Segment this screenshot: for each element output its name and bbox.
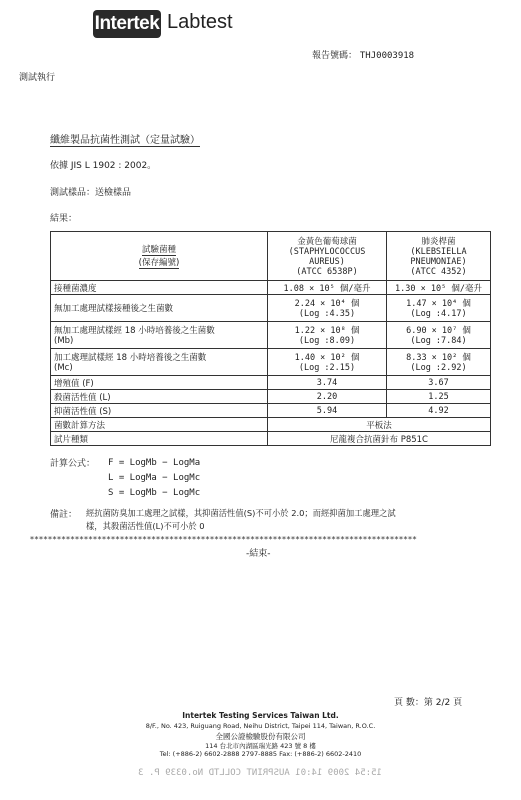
footer-company-zh: 全國公證檢驗股份有限公司 [215, 732, 306, 741]
staph-count: 1.40 × 10² 個 [294, 353, 360, 363]
formula-l: L = LogMa − LogMc [108, 473, 201, 483]
staph-value: 5.94 [268, 404, 387, 418]
staph-atcc: (ATCC 6538P) [296, 267, 358, 277]
row-label-line1: 加工處理試樣經 18 小時培養後之生菌數 [54, 353, 207, 363]
staph-value: 2.20 [268, 390, 387, 404]
row-label [51, 322, 268, 349]
star-divider: ************************************************************************************** [30, 535, 417, 544]
report-number-label: 報告號碼： [312, 51, 358, 61]
footer-address-zh: 114 台北市內湖區瑞光路 423 號 8 樓 [205, 742, 316, 750]
header-strain [51, 232, 268, 281]
formula-s: S = LogMb − LogMc [108, 488, 201, 498]
labtest-wordmark: Labtest [167, 11, 233, 33]
note-label: 備註： [50, 510, 78, 520]
row-label: 增殖值 (F) [51, 376, 268, 390]
staph-value [268, 295, 387, 322]
table-row [51, 295, 491, 322]
row-label-line1: 無加工處理試樣經 18 小時培養後之生菌數 [54, 326, 215, 336]
table-row [51, 322, 491, 349]
row-label [51, 349, 268, 376]
storage-no-label: (保存編號) [138, 258, 180, 268]
footer-tel: Tel: (+886-2) 6602-2888 2797-8885 Fax: (+886-2) 6602-2410 [159, 750, 362, 758]
staph-log: (Log :2.15) [298, 363, 356, 373]
table-row [51, 404, 491, 418]
report-number [312, 48, 414, 61]
document-title: 纖維製品抗菌性測試（定量試驗） [50, 131, 200, 147]
strain-label: 試驗菌種 [141, 245, 176, 255]
kleb-log: (Log :4.17) [410, 309, 467, 319]
staph-value: 1.08 × 10⁵ 個/毫升 [268, 281, 387, 295]
table-row [51, 281, 491, 295]
kleb-value: 1.30 × 10⁵ 個/毫升 [387, 281, 491, 295]
row-label: 試片種類 [51, 432, 268, 446]
fax-header-strip: 15:54 2009 14:01 AUSPRINT COLLTD No.0339 P. 3 [138, 768, 382, 778]
row-label: 接種菌濃度 [51, 281, 268, 295]
note-line-2: 樣，其殺菌活性值(L)不可小於 0 [86, 521, 205, 531]
row-label: 殺菌活性值 (L) [51, 390, 268, 404]
test-sample: 測試樣品：送檢樣品 [50, 188, 132, 198]
staph-value [268, 322, 387, 349]
note-line-1: 經抗菌防臭加工處理之試樣，其抑菌活性值(S)不可小於 2.0；而經抑菌加工處理之試 [86, 508, 396, 518]
table-row [51, 390, 491, 404]
kleb-log: (Log :7.84) [410, 336, 467, 346]
staph-value: 3.74 [268, 376, 387, 390]
row-label-line2: (Mb) [54, 336, 74, 346]
staph-count: 2.24 × 10⁴ 個 [294, 299, 360, 309]
kleb-value: 4.92 [387, 404, 491, 418]
footer-address-en: 8/F., No. 423, Ruiguang Road, Neihu District, Taipei 114, Taiwan, R.O.C. [145, 722, 376, 730]
staph-log: (Log :8.09) [298, 336, 356, 346]
footer-company: Intertek Testing Services Taiwan Ltd. [182, 711, 339, 720]
applicant-line: 測試執行 [19, 73, 56, 83]
kleb-value [387, 295, 491, 322]
table-row [51, 432, 491, 446]
table-row [51, 349, 491, 376]
kleb-count: 1.47 × 10⁴ 個 [406, 299, 471, 309]
merged-value: 尼龍複合抗菌針布 P851C [268, 432, 491, 446]
report-number-value: THJ0003918 [359, 51, 415, 61]
kleb-zh: 肺炎桿菌 [421, 237, 456, 247]
row-label: 抑菌活性值 (S) [51, 404, 268, 418]
table-row [51, 418, 491, 432]
staph-zh: 金黃色葡萄球菌 [297, 237, 357, 247]
kleb-count: 8.33 × 10² 個 [406, 353, 471, 363]
kleb-count: 6.90 × 10⁷ 個 [406, 326, 471, 336]
staph-value [268, 349, 387, 376]
page-number: 頁 數：第 2/2 頁 [394, 698, 463, 708]
result-label: 結果： [50, 214, 78, 224]
kleb-latin: (KLEBSIELLA [410, 247, 467, 257]
results-table [50, 231, 491, 446]
end-mark: -結束- [246, 549, 271, 559]
note-text [86, 507, 496, 533]
row-label: 無加工處理試樣接種後之生菌數 [51, 295, 268, 322]
staph-latin: (STAPHYLOCOCCUS [288, 247, 366, 257]
formula-f: F = LogMb − LogMa [108, 458, 201, 468]
table-row [51, 376, 491, 390]
kleb-value [387, 322, 491, 349]
kleb-atcc: (ATCC 4352) [410, 267, 467, 277]
intertek-logo: Intertek [93, 10, 161, 38]
kleb-value: 3.67 [387, 376, 491, 390]
header-klebsiella [387, 232, 491, 281]
kleb-value [387, 349, 491, 376]
merged-value: 平板法 [268, 418, 491, 432]
kleb-log: (Log :2.92) [410, 363, 467, 373]
kleb-latin-2: PNEUMONIAE) [410, 257, 467, 267]
staph-count: 1.22 × 10⁸ 個 [294, 326, 360, 336]
formula-label: 計算公式： [50, 459, 96, 469]
header-staphylococcus [268, 232, 387, 281]
table-header-row [51, 232, 491, 281]
formula-block [108, 456, 200, 501]
staph-latin-2: AUREUS) [309, 257, 345, 267]
standard-basis: 依據 JIS L 1902 : 2002。 [50, 161, 157, 171]
kleb-value: 1.25 [387, 390, 491, 404]
staph-log: (Log :4.35) [298, 309, 356, 319]
row-label-line2: (Mc) [54, 363, 73, 373]
row-label: 菌數計算方法 [51, 418, 268, 432]
